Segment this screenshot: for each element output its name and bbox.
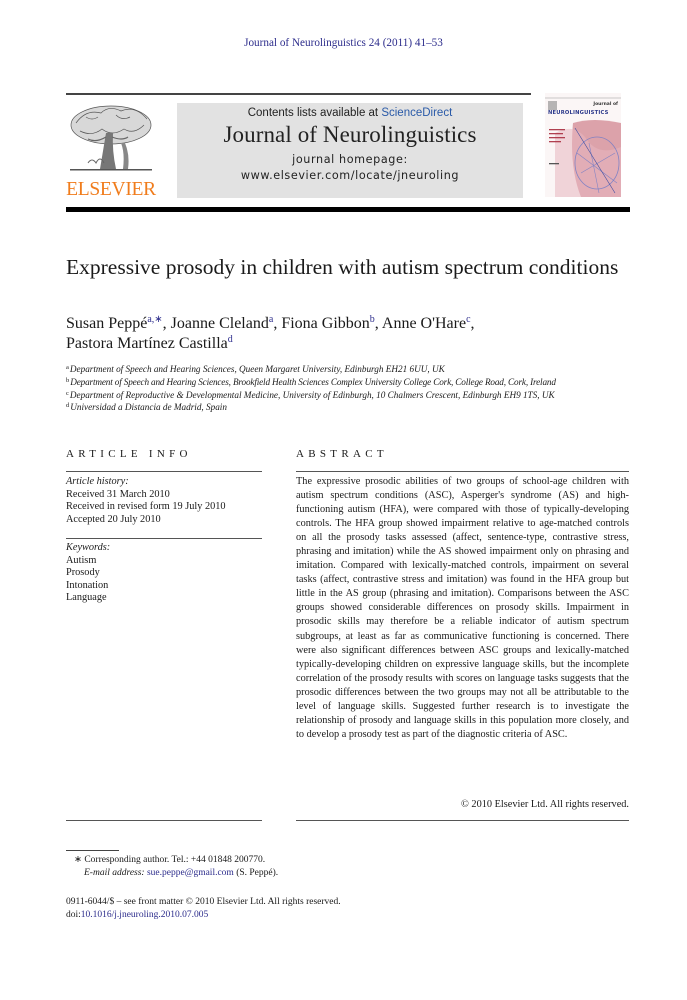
abstract-text: The expressive prosodic abilities of two groups of school-age children with autism spectrum conditions (ASC), Asperger's syndrome (AS) and high-functioning autism (HFA), were compared with those of typically-developing controls. The HFA group showed impairment relative to age-matched controls on all the prosody tasks assessed (affect, sentence-type, contrastive stress, phrasing and imitation) while the AS showed impairment only on phrasing and imitation. Compared with lexically-matched controls, impairment on several tasks (affect, contrastive stress and imitation) was found in the HFA group but little in the AS group (phrasing and imitation). Comparisons between the ASC groups showed considerable differences on prosody skills. Impairment in prosodic skills may therefore be a reliable indicator of autism spectrum subgroups, at least as far as communicative functioning is concerned. There were also significant differences between ASC groups and lexically-matched typically-developing children on expressive language skills, but the incomplete correlation of the prosody results with scores on language tasks suggests that the prosodic differences between the two groups may not all be attributable to the level of language skills. Suggested further research is to investigate the relationship of prosody and language skills in this population more closely, and to develop a prosody test as part of the diagnostic criteria of ASC. (296, 476, 629, 740)
email-suffix: (S. Peppé). (233, 868, 279, 878)
journal-masthead (177, 103, 523, 198)
sciencedirect-link[interactable]: ScienceDirect (381, 107, 453, 119)
keywords (66, 542, 266, 605)
contents-prefix: Contents lists available at (247, 107, 382, 119)
author-affiliation-ref[interactable]: d (227, 334, 233, 345)
affiliation-item (66, 363, 636, 376)
author-separator: , (470, 315, 475, 332)
affiliation-list (66, 363, 636, 414)
article-info-heading: ARTICLE INFO (66, 448, 192, 460)
author-name: Pastora Martínez Castilla (66, 335, 228, 352)
journal-homepage[interactable]: journal homepage: www.elsevier.com/locate/jneuroling (240, 153, 460, 182)
author-affiliation-ref[interactable]: b (369, 314, 375, 325)
author[interactable] (66, 335, 233, 352)
cover-title-small: Journal of (593, 102, 618, 107)
doi-prefix: doi: (66, 910, 81, 920)
author-name: Joanne Cleland (170, 315, 269, 332)
publication-info (66, 896, 566, 922)
affiliation-key: d (66, 402, 70, 410)
affiliation-text: Universidad a Distancia de Madrid, Spain (70, 402, 227, 413)
affiliation-text: Department of Speech and Hearing Sciences, Queen Margaret University, Edinburgh EH21 6UU, UK (69, 364, 445, 374)
issn-line: 0911-6044/$ – see front matter © 2010 Elsevier Ltd. All rights reserved. (66, 897, 341, 907)
author-separator: , (273, 315, 282, 332)
author-name: Fiona Gibbon (281, 315, 370, 332)
author-name: Anne O'Hare (381, 315, 467, 332)
footnote-rule (66, 850, 119, 851)
corresponding-author-footnote (74, 854, 474, 880)
cover-title-large: NEUROLINGUISTICS (548, 110, 609, 116)
author-affiliation-ref[interactable]: a,∗ (147, 314, 163, 325)
abstract-rule (296, 471, 629, 472)
article-info-bottom-rule (66, 820, 262, 821)
author-separator: , (162, 315, 171, 332)
corresponding-author: Corresponding author. Tel.: +44 01848 200770. (84, 855, 266, 865)
affiliation-key: b (66, 376, 70, 384)
author[interactable] (171, 315, 274, 332)
elsevier-wordmark: ELSEVIER (66, 179, 156, 200)
affiliation-item (66, 401, 636, 414)
email-line (74, 867, 474, 880)
doi-line (66, 909, 566, 922)
keywords-rule (66, 538, 262, 539)
history-item: Received in revised form 19 July 2010 (66, 501, 226, 513)
affiliation-text: Department of Reproductive & Developmental Medicine, University of Edinburgh, 10 Chalmers Crescent, Edinburgh EH9 1TS, UK (69, 389, 555, 400)
abstract-heading: ABSTRACT (296, 448, 388, 460)
author[interactable] (66, 315, 163, 332)
author-name: Susan Peppé (66, 315, 148, 332)
article-history (66, 476, 266, 526)
keyword-item: Language (66, 592, 107, 604)
tree-icon (66, 103, 156, 179)
keyword-item: Prosody (66, 567, 100, 579)
footnote-line (74, 854, 474, 867)
history-item: Accepted 20 July 2010 (66, 513, 161, 525)
journal-citation[interactable]: Journal of Neurolinguistics 24 (2011) 41–53 (244, 37, 443, 49)
journal-cover-image (545, 93, 621, 197)
affiliation-text: Department of Speech and Hearing Sciences, Brookfield Health Sciences Complex University College Cork, College Road, Cork, Ireland (70, 376, 556, 387)
history-item: Received 31 March 2010 (66, 488, 170, 500)
article-history-label: Article history: (66, 476, 129, 487)
email-link[interactable]: sue.peppe@gmail.com (146, 868, 234, 878)
article-title: Expressive prosody in children with autism spectrum conditions (66, 255, 619, 279)
article-info-rule (66, 471, 262, 472)
footnote-marker: ∗ (74, 855, 82, 865)
masthead-bottom-rule (66, 207, 630, 212)
keyword-item: Autism (66, 554, 97, 566)
affiliation-item (66, 376, 636, 389)
author[interactable] (382, 315, 471, 332)
author-affiliation-ref[interactable]: c (466, 314, 471, 325)
author[interactable] (281, 315, 374, 332)
header-rule (66, 93, 531, 95)
email-label: E-mail address: (84, 868, 145, 878)
elsevier-logo (66, 103, 156, 200)
abstract-copyright: © 2010 Elsevier Ltd. All rights reserved. (461, 799, 629, 810)
doi-link[interactable]: 10.1016/j.jneuroling.2010.07.005 (80, 910, 209, 920)
keywords-label: Keywords: (66, 542, 111, 553)
author-affiliation-ref[interactable]: a (268, 314, 274, 325)
author-list (66, 314, 626, 354)
abstract-bottom-rule (296, 820, 629, 821)
affiliation-key: a (66, 364, 69, 371)
keyword-item: Intonation (66, 579, 109, 591)
affiliation-item (66, 389, 636, 402)
journal-name: Journal of Neurolinguistics (223, 122, 477, 147)
contents-line (177, 107, 523, 119)
author-separator: , (374, 315, 382, 332)
affiliation-key: c (66, 389, 69, 397)
